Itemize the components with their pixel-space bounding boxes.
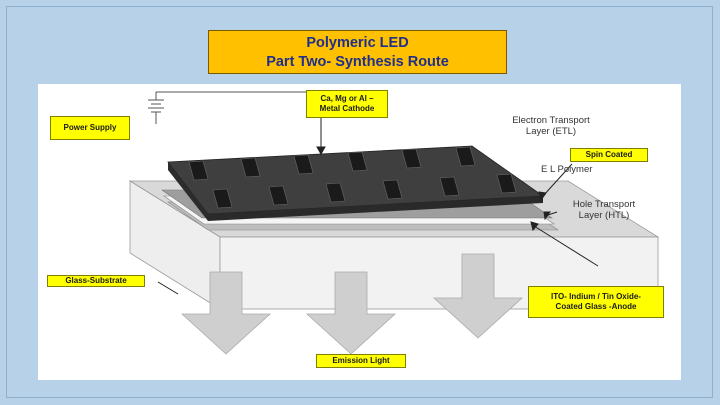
title-line-1: Polymeric LED (306, 35, 409, 51)
etl-line-2: Layer (ETL) (525, 126, 577, 137)
ito-line-1: ITO- Indium / Tin Oxide- (551, 292, 641, 301)
htl-line-1: Hole Transport (572, 199, 636, 210)
spin-coated-text: Spin Coated (585, 150, 633, 159)
power-supply-label (50, 116, 130, 140)
el-polymer-label (541, 164, 621, 175)
battery-symbol (148, 92, 328, 124)
oled-diagram (38, 84, 681, 380)
ito-anode-label (528, 286, 664, 318)
ito-line-2: Coated Glass -Anode (555, 302, 637, 311)
glass-substrate-text: Glass-Substrate (65, 276, 127, 285)
glass-substrate-label (47, 275, 145, 287)
htl-line-2: Layer (HTL) (578, 210, 630, 221)
cathode-line-1: Ca, Mg or Al – (320, 94, 374, 103)
cathode-line-2: Metal Cathode (319, 104, 375, 113)
htl-label (552, 199, 656, 221)
emission-light-label (316, 354, 406, 368)
spin-coated-label (570, 148, 648, 162)
el-polymer-text: E L Polymer (541, 164, 593, 175)
title-line-2: Part Two- Synthesis Route (266, 54, 449, 70)
power-supply-text: Power Supply (63, 123, 117, 132)
etl-line-1: Electron Transport (512, 115, 590, 126)
emission-light-text: Emission Light (332, 356, 390, 365)
metal-cathode-label (306, 90, 388, 118)
title-box (208, 30, 507, 74)
etl-label (484, 115, 618, 137)
